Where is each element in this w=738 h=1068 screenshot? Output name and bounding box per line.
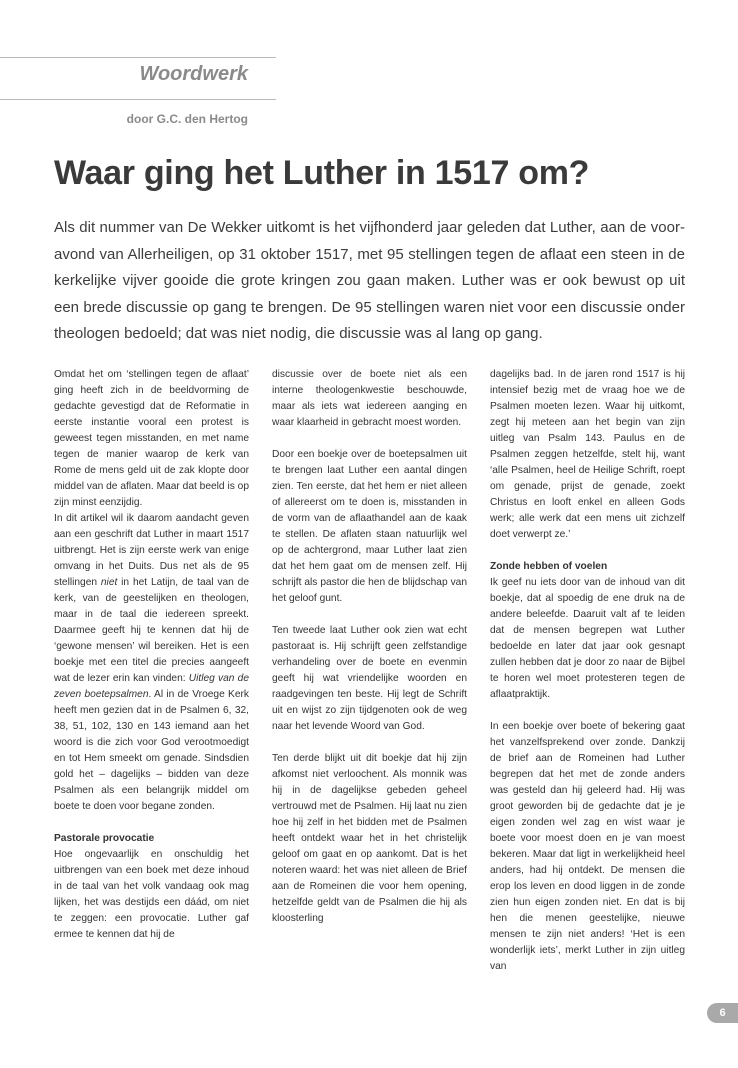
book-title: Uitleg van de zeven boetepsalmen <box>54 673 249 700</box>
paragraph: Ik geef nu iets door van de inhoud van dit boekje, dat al spoedig de ene druk na de andere beleefde. Daaruit valt af te leiden dat de mensen begrepen wat Luther bedoelde en later dat jaar ook gesnapt zullen hebben dat je door zo naar de Bijbel te horen wel moet protesteren tegen de aflaatpraktijk. <box>490 577 685 700</box>
paragraph: Door een boekje over de boetepsalmen uit te brengen laat Luther een aantal dingen zien. Ten eerste, dat het hem er niet alleen of allereerst om te doen is, misstanden in de vorm van de aflaathandel aan de kaak te stellen. De aflaten staan natuurlijk wel op de achtergrond, maar Luther laat zien dat het hem gaat om de mensen zelf. Hij schrijft als pastor die hen de blijdschap van het geloof gunt. <box>272 449 467 604</box>
article-title: Waar ging het Luther in 1517 om? <box>54 154 590 192</box>
text-column-2 <box>272 367 467 927</box>
text-span: In dit artikel wil ik daarom aandacht geven aan een geschrift dat Luther in maart 1517 uitbrengt. Het is zijn eerste werk van enige omvang in het Duits. Dus net als de 95 stellingen <box>54 513 249 588</box>
paragraph: Ten tweede laat Luther ook zien wat echt pastoraat is. Hij schrijft geen zelfstandige verhandeling over de boete en evenmin geeft hij wat vriendelijke woorden en raadgevingen ten beste. Hij legt de Schrift uit en wijst zo zijn tijdgenoten ook de weg naar het levende Woord van God. <box>272 625 467 732</box>
paragraph <box>54 511 249 815</box>
subheading-zonde-hebben: Zonde hebben of voelen <box>490 561 608 572</box>
article-intro: Als dit nummer van De Wekker uitkomt is het vijfhonderd jaar geleden dat Luther, aan de vooravond van Allerheiligen, op 31 oktober 1517, met 95 stellingen tegen de aflaat een steen in de kerkelijke vijver gooide die grote kringen zou gaan maken. Luther was er ook bewust op uit een brede discussie op gang te brengen. De 95 stellingen waren niet voor een discussie onder theologen bedoeld; dat was niet nodig, die discussie was al lang op gang. <box>54 219 685 342</box>
paragraph: Hoe ongevaarlijk en onschuldig het uitbrengen van een boek met deze inhoud in de taal van het volk vandaag ook mag lijken, het was destijds een dáád, om niet te zeggen: een provocatie. Luther gaf ermee te kennen dat hij de <box>54 849 249 940</box>
text-column-1 <box>54 367 249 943</box>
text-column-3 <box>490 367 685 975</box>
page-number-badge: 6 <box>707 1003 738 1023</box>
header-rule-top <box>0 57 276 58</box>
paragraph: Ten derde blijkt uit dit boekje dat hij zijn afkomst niet verloochent. Als monnik was hij in de dagelijkse gebeden geheel vertrouwd met de Psalmen. Hij laat nu zien hoe hij zelf in het bidden met de Psalmen heeft ontdekt waar het in het christelijk geloof om gaat en op aankomt. Dat is het noteren waard: het was niet alleen de Brief aan de Romeinen die voor hem opening, hetzelfde geldt van de Psalmen die hij als kloosterling <box>272 753 467 924</box>
text-span: . Al in de Vroege Kerk heeft men gezien dat in de Psalmen 6, 32, 38, 51, 102, 130 en 143 iemand aan het woord is die zich voor God verootmoedigt en tot Hem smeekt om genade. Sindsdien gold het – dagelijks – bidden van deze Psalmen als een belangrijk middel om boete te doen voor begane zonden. <box>54 689 249 812</box>
byline: door G.C. den Hertog <box>126 112 248 126</box>
emphasis-niet: niet <box>100 577 118 588</box>
paragraph: In een boekje over boete of bekering gaat het vanzelfsprekend over zonde. Dankzij de brief aan de Romeinen had Luther begrepen dat het met de zonde anders was gesteld dan hij geleerd had. Hij was groot geworden bij de gedachte dat je je eigen zonden wel zag en wist waar je boete voor moest doen en je van moest bekeren. Maar dat ligt in werkelijkheid heel anders, had hij ontdekt. De mensen die erop los leven en dood liggen in de zonde zien hun eigen zonden niet. En dat is bij hen die menen geestelijke, nieuwe mensen te zijn niet anders! ‘Het is een wonderlijk iets’, merkt Luther in zijn uitleg van <box>490 721 685 972</box>
text-span: in het Latijn, de taal van de kerk, van de geestelijken en theologen, maar in de taal die iedereen spreekt. Daarmee geeft hij te kennen dat hij de ‘gewone mensen’ wil bereiken. Het is een boekje met een titel die precies aangeeft wat de lezer erin kan vinden: <box>54 577 249 684</box>
subheading-pastorale-provocatie: Pastorale provocatie <box>54 833 155 844</box>
header-rule-bottom <box>0 99 276 100</box>
paragraph: dagelijks bad. In de jaren rond 1517 is hij intensief bezig met de vraag hoe we de Psalmen moeten lezen. Waar hij uitkomt, zegt hij meteen aan het begin van zijn uitleg van Psalm 143. Paulus en de Psalmen zeggen hetzelfde, stelt hij, want ‘alle Psalmen, heel de Heilige Schrift, roept om genade, prijst de genade, zoekt Christus en looft enkel en alleen Gods werk; alle werk dat een mens uit zichzelf doet verwerpt ze.’ <box>490 369 685 540</box>
section-title: Woordwerk <box>139 63 248 85</box>
paragraph: discussie over de boete niet als een interne theologenkwestie beschouwde, maar als iets wat iedereen aanging en waar klaarheid in gebracht moest worden. <box>272 369 467 428</box>
paragraph: Omdat het om ‘stellingen tegen de aflaat’ ging heeft zich in de beeldvorming de gedachte gevestigd dat de Reformatie in eerste instantie vooral een protest is geweest tegen misstanden, en met name tegen de manier waarop de kerk van Rome de mens geld uit de zak klopte door middel van de aflaten. Maar dat beeld is op zijn minst eenzijdig. <box>54 369 249 508</box>
